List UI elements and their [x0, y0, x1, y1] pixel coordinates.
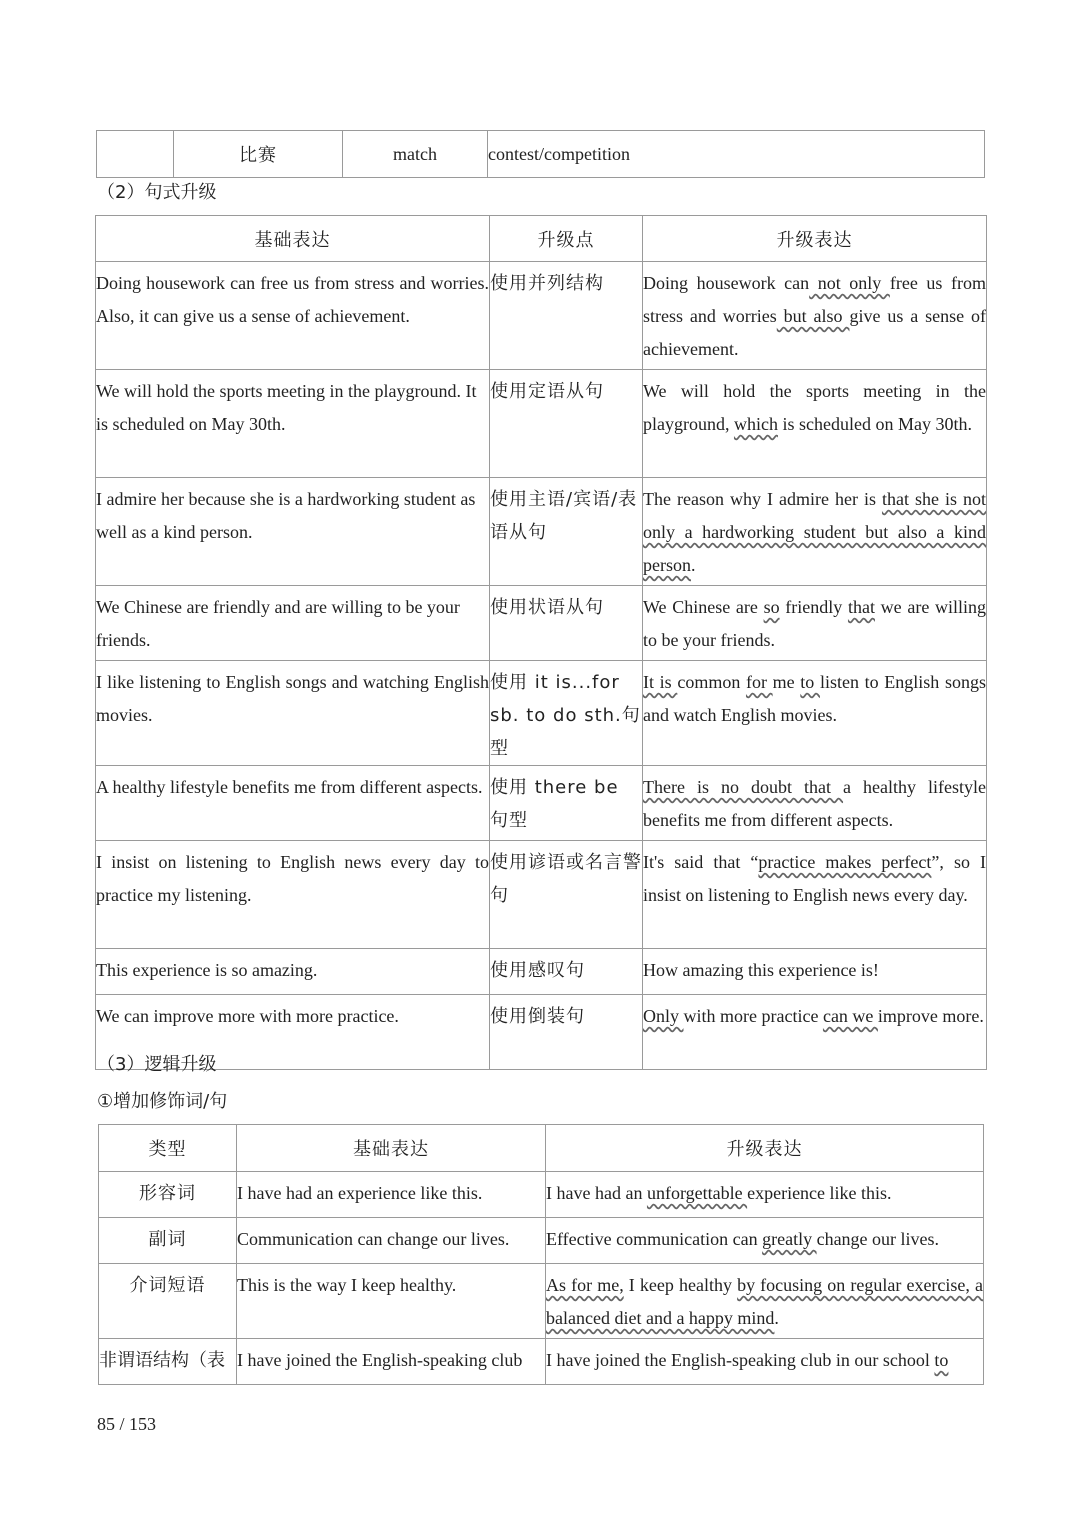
underlined-span: As for me, — [546, 1275, 624, 1295]
upgrade-point: 使用倒装句 — [490, 995, 643, 1070]
basic-expression: We will hold the sports meeting in the playground. It is scheduled on May 30th. — [96, 370, 490, 478]
text-span: listen to English songs and watch English movies. — [643, 672, 986, 725]
basic-expression: This is the way I keep healthy. — [237, 1264, 546, 1339]
table-row — [96, 995, 987, 1070]
table-row — [99, 1218, 984, 1264]
text-span: me — [772, 672, 801, 692]
underlined-span: practice makes perfect — [758, 852, 932, 872]
upgraded-expression — [643, 766, 987, 841]
type-cell: 形容词 — [99, 1172, 237, 1218]
text-span: We will hold the sports meeting in the playground, — [643, 381, 986, 434]
upgrade-point: 使用 there be 句型 — [490, 766, 643, 841]
text-span: I have joined the English-speaking club in our school — [546, 1350, 935, 1370]
table-row — [99, 1339, 984, 1385]
upgraded-expression — [643, 478, 987, 586]
header-upgrade: 升级表达 — [546, 1125, 984, 1172]
upgraded-expression — [546, 1264, 984, 1339]
upgraded-expression — [643, 841, 987, 949]
vocab-word: match — [343, 131, 488, 178]
basic-expression: Communication can change our lives. — [237, 1218, 546, 1264]
basic-expression: I insist on listening to English news every day to practice my listening. — [96, 841, 490, 949]
underlined-span: so — [763, 597, 780, 617]
underlined-span: for — [745, 672, 773, 692]
underlined-span: Only — [643, 1006, 684, 1026]
table-row — [96, 370, 987, 478]
table-row — [96, 586, 987, 661]
upgraded-expression — [643, 661, 987, 766]
text-span: Doing housework can — [643, 273, 810, 293]
basic-expression: I admire her because she is a hardworking student as well as a kind person. — [96, 478, 490, 586]
sentence-upgrade-table — [95, 215, 987, 1070]
header-basic: 基础表达 — [237, 1125, 546, 1172]
text-span: I have had an — [546, 1183, 647, 1203]
upgrade-point: 使用状语从句 — [490, 586, 643, 661]
text-span: improve more. — [877, 1006, 984, 1026]
underlined-span: that she is not only a hardworking student but also a kind person — [643, 489, 986, 575]
upgrade-point: 使用 it is...for sb. to do sth.句型 — [490, 661, 643, 766]
table-row — [96, 841, 987, 949]
table-row — [99, 1172, 984, 1218]
text-span: Effective communication can — [546, 1229, 763, 1249]
basic-expression: We Chinese are friendly and are willing to be your friends. — [96, 586, 490, 661]
upgrade-point: 使用定语从句 — [490, 370, 643, 478]
underlined-span: by focusing on regular exercise, a balanced diet and a happy mind — [546, 1275, 984, 1328]
upgrade-point: 使用谚语或名言警句 — [490, 841, 643, 949]
table-row — [96, 766, 987, 841]
vocab-chinese: 比赛 — [174, 131, 343, 178]
modifier-table — [98, 1124, 984, 1385]
underlined-span: There is no doubt that — [643, 777, 844, 797]
page-number: 85 / 153 — [97, 1414, 157, 1434]
underlined-span: that — [847, 597, 875, 617]
text-span: free us from stress and worries — [643, 273, 986, 326]
upgraded-expression — [546, 1218, 984, 1264]
upgraded-expression — [643, 370, 987, 478]
header-type: 类型 — [99, 1125, 237, 1172]
upgrade-point: 使用并列结构 — [490, 262, 643, 370]
upgrade-point: 使用主语/宾语/表语从句 — [490, 478, 643, 586]
vocab-cell — [97, 131, 174, 178]
underlined-span: can we — [822, 1006, 878, 1026]
table-row — [99, 1264, 984, 1339]
section3-title: （3）逻辑升级 — [97, 1054, 217, 1075]
table-row — [96, 661, 987, 766]
text-span: . — [774, 1308, 779, 1328]
upgraded-expression — [546, 1172, 984, 1218]
upgraded-expression — [643, 262, 987, 370]
text-span: we are willing to be your friends. — [643, 597, 987, 650]
text-span: The reason why I admire her is — [643, 489, 882, 509]
type-cell: 非谓语结构（表 — [99, 1339, 237, 1385]
underlined-span: which — [733, 414, 778, 434]
text-span: . — [691, 555, 696, 575]
table-header-row — [96, 216, 987, 262]
text-span: We Chinese are — [643, 597, 764, 617]
text-span: ”, so I insist on listening to English news every day. — [643, 852, 987, 905]
basic-expression: I have had an experience like this. — [237, 1172, 546, 1218]
section2-title: （2）句式升级 — [97, 182, 217, 203]
type-cell: 副词 — [99, 1218, 237, 1264]
basic-expression: I like listening to English songs and watching English movies. — [96, 661, 490, 766]
type-cell: 介词短语 — [99, 1264, 237, 1339]
basic-expression: Doing housework can free us from stress and worries. Also, it can give us a sense of achievement. — [96, 262, 490, 370]
text-span: I keep healthy — [623, 1275, 738, 1295]
vocab-table — [96, 130, 985, 178]
upgraded-expression — [643, 586, 987, 661]
underlined-span: unforgettable — [646, 1183, 748, 1203]
upgraded-expression — [546, 1339, 984, 1385]
text-span: give us a sense of achievement. — [643, 306, 986, 359]
table-row — [96, 949, 987, 995]
upgraded-expression: How amazing this experience is! — [643, 949, 987, 995]
text-span: common — [677, 672, 746, 692]
text-span: experience like this. — [747, 1183, 892, 1203]
text-span: with more practice — [683, 1006, 823, 1026]
table-row — [96, 478, 987, 586]
basic-expression: We can improve more with more practice. — [96, 995, 490, 1070]
underlined-span: to — [934, 1350, 949, 1370]
underlined-span: to — [800, 672, 820, 692]
upgraded-expression — [643, 995, 987, 1070]
underlined-span: but also — [776, 306, 850, 326]
underlined-span: greatly — [762, 1229, 817, 1249]
basic-expression: This experience is so amazing. — [96, 949, 490, 995]
table-row — [96, 262, 987, 370]
basic-expression: A healthy lifestyle benefits me from different aspects. — [96, 766, 490, 841]
text-span: change our lives. — [816, 1229, 940, 1249]
text-span: is scheduled on May 30th. — [777, 414, 972, 434]
upgrade-point: 使用感叹句 — [490, 949, 643, 995]
text-span: a healthy lifestyle benefits me from different aspects. — [643, 777, 987, 830]
underlined-span: It is — [643, 672, 678, 692]
underlined-span: not only — [809, 273, 890, 293]
header-point: 升级点 — [490, 216, 643, 262]
table-row — [97, 131, 985, 178]
section3-subtitle: ①增加修饰词/句 — [97, 1091, 228, 1112]
basic-expression: I have joined the English-speaking club — [237, 1339, 546, 1385]
vocab-synonyms: contest/competition — [488, 131, 985, 178]
header-upgrade: 升级表达 — [643, 216, 987, 262]
text-span: It's said that “ — [643, 852, 759, 872]
text-span: friendly — [779, 597, 848, 617]
header-basic: 基础表达 — [96, 216, 490, 262]
table-header-row — [99, 1125, 984, 1172]
